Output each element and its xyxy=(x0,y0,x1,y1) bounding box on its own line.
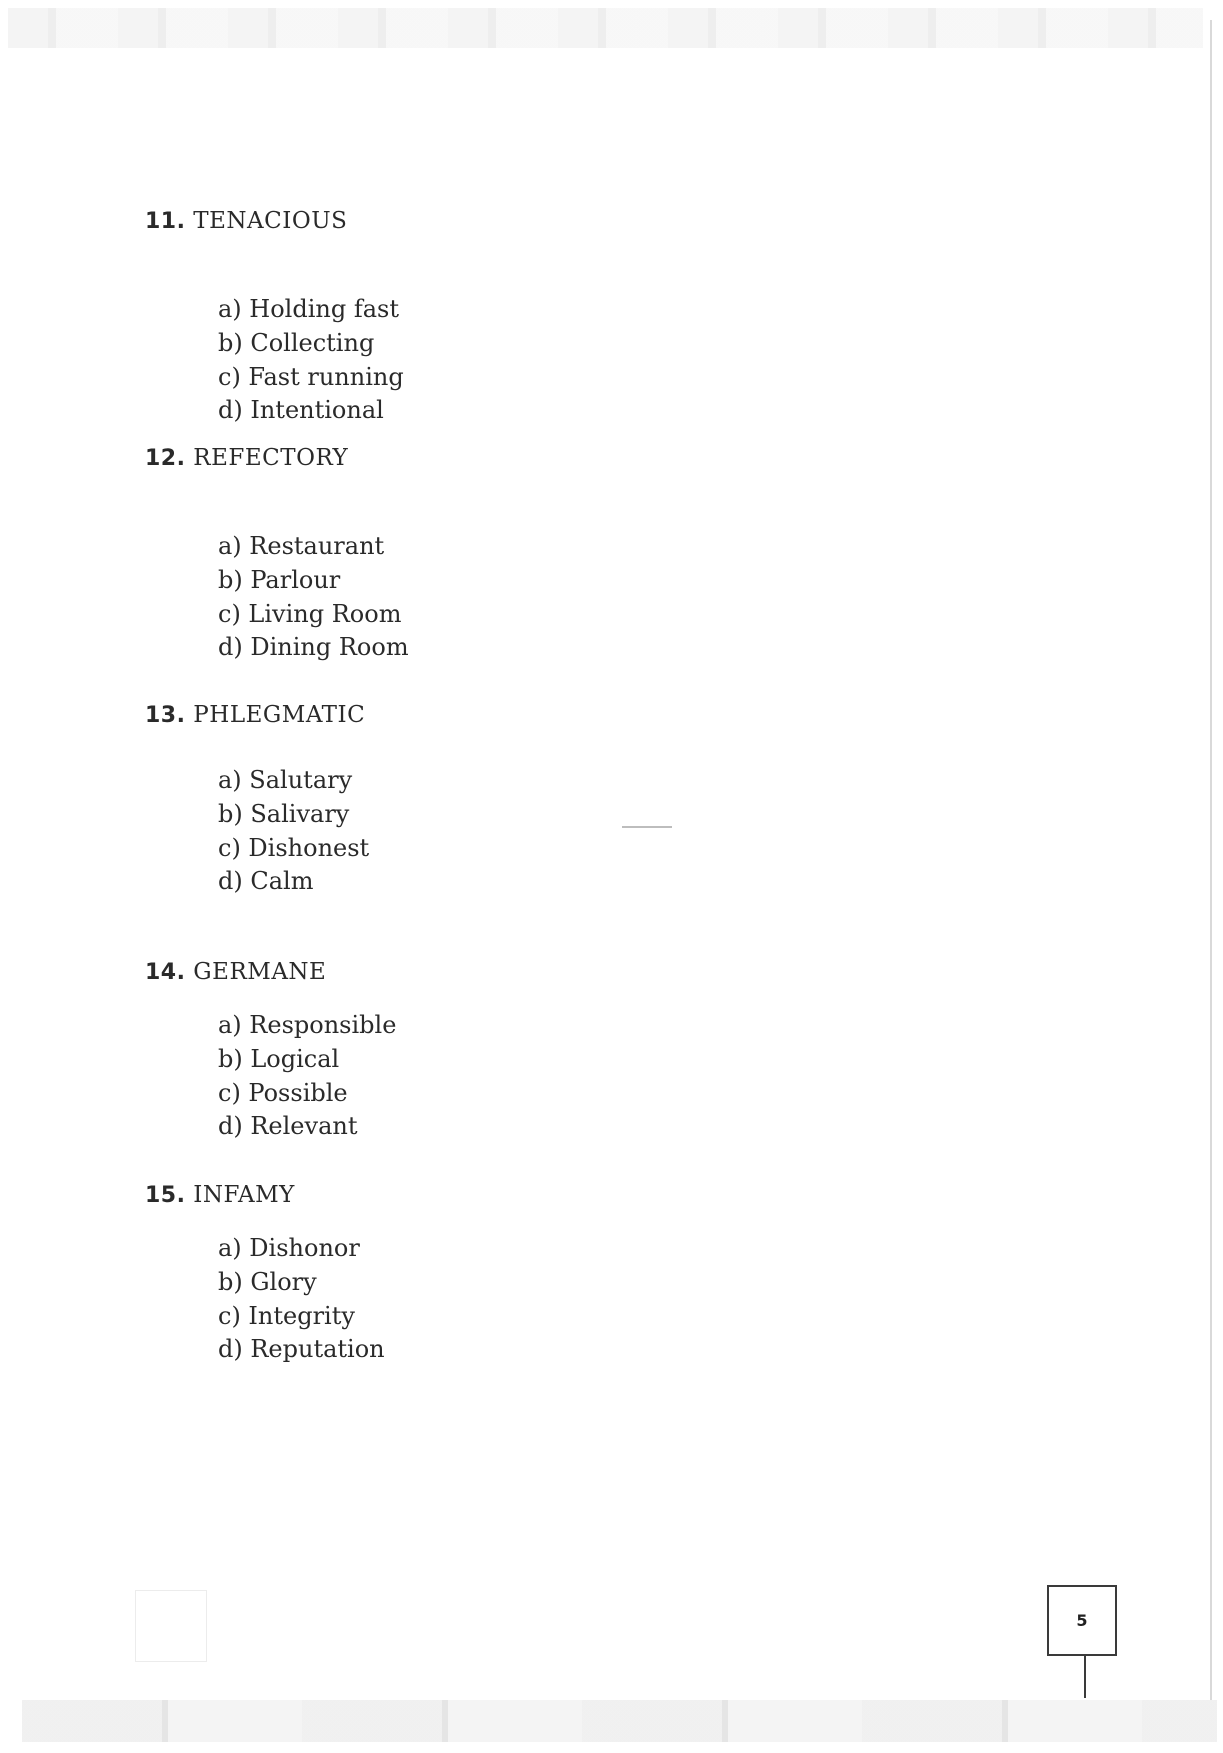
option-d: d) Calm xyxy=(218,867,314,896)
question-14 xyxy=(145,955,645,1144)
option-d: d) Relevant xyxy=(218,1112,358,1141)
question-word: INFAMY xyxy=(193,1182,295,1208)
option-b: b) Parlour xyxy=(218,565,341,594)
option-d: d) Reputation xyxy=(218,1335,385,1364)
question-13 xyxy=(145,698,645,899)
page-number: 5 xyxy=(1076,1611,1088,1630)
scan-border-top xyxy=(8,8,1203,48)
page-number-stem xyxy=(1084,1656,1086,1698)
question-number: 13. xyxy=(145,703,186,728)
question-word: GERMANE xyxy=(193,959,327,985)
option-b: b) Logical xyxy=(218,1044,340,1073)
question-word: PHLEGMATIC xyxy=(193,702,366,728)
options-list xyxy=(145,1009,645,1144)
question-12 xyxy=(145,441,645,665)
option-b: b) Salivary xyxy=(218,799,350,828)
question-number: 12. xyxy=(145,446,186,471)
question-11 xyxy=(145,204,645,428)
question-heading xyxy=(145,1178,645,1212)
option-b: b) Collecting xyxy=(218,328,375,357)
scan-border-bottom xyxy=(22,1700,1217,1742)
question-heading xyxy=(145,441,645,475)
option-d: d) Intentional xyxy=(218,396,384,425)
option-a: a) Restaurant xyxy=(218,532,385,560)
option-a: a) Responsible xyxy=(218,1011,397,1039)
question-word: REFECTORY xyxy=(193,445,349,471)
option-c: c) Integrity xyxy=(218,1301,355,1330)
question-word: TENACIOUS xyxy=(193,208,348,234)
option-a: a) Dishonor xyxy=(218,1234,360,1262)
question-heading xyxy=(145,698,645,732)
question-number: 14. xyxy=(145,960,186,985)
option-c: c) Possible xyxy=(218,1078,348,1107)
options-list xyxy=(145,530,645,665)
option-c: c) Living Room xyxy=(218,599,402,628)
question-heading xyxy=(145,204,645,238)
option-b: b) Glory xyxy=(218,1267,317,1296)
question-heading xyxy=(145,955,645,989)
options-list xyxy=(145,1232,645,1367)
option-a: a) Holding fast xyxy=(218,295,399,323)
option-a: a) Salutary xyxy=(218,766,353,794)
question-number: 11. xyxy=(145,209,186,234)
option-c: c) Fast running xyxy=(218,362,404,391)
options-list xyxy=(145,293,645,428)
option-c: c) Dishonest xyxy=(218,833,370,862)
options-list xyxy=(145,764,645,899)
scan-edge-right xyxy=(1210,20,1212,1700)
bleed-through-box xyxy=(135,1590,207,1662)
question-number: 15. xyxy=(145,1183,186,1208)
option-d: d) Dining Room xyxy=(218,633,409,662)
question-15 xyxy=(145,1178,645,1367)
page-number-box xyxy=(1047,1585,1117,1656)
